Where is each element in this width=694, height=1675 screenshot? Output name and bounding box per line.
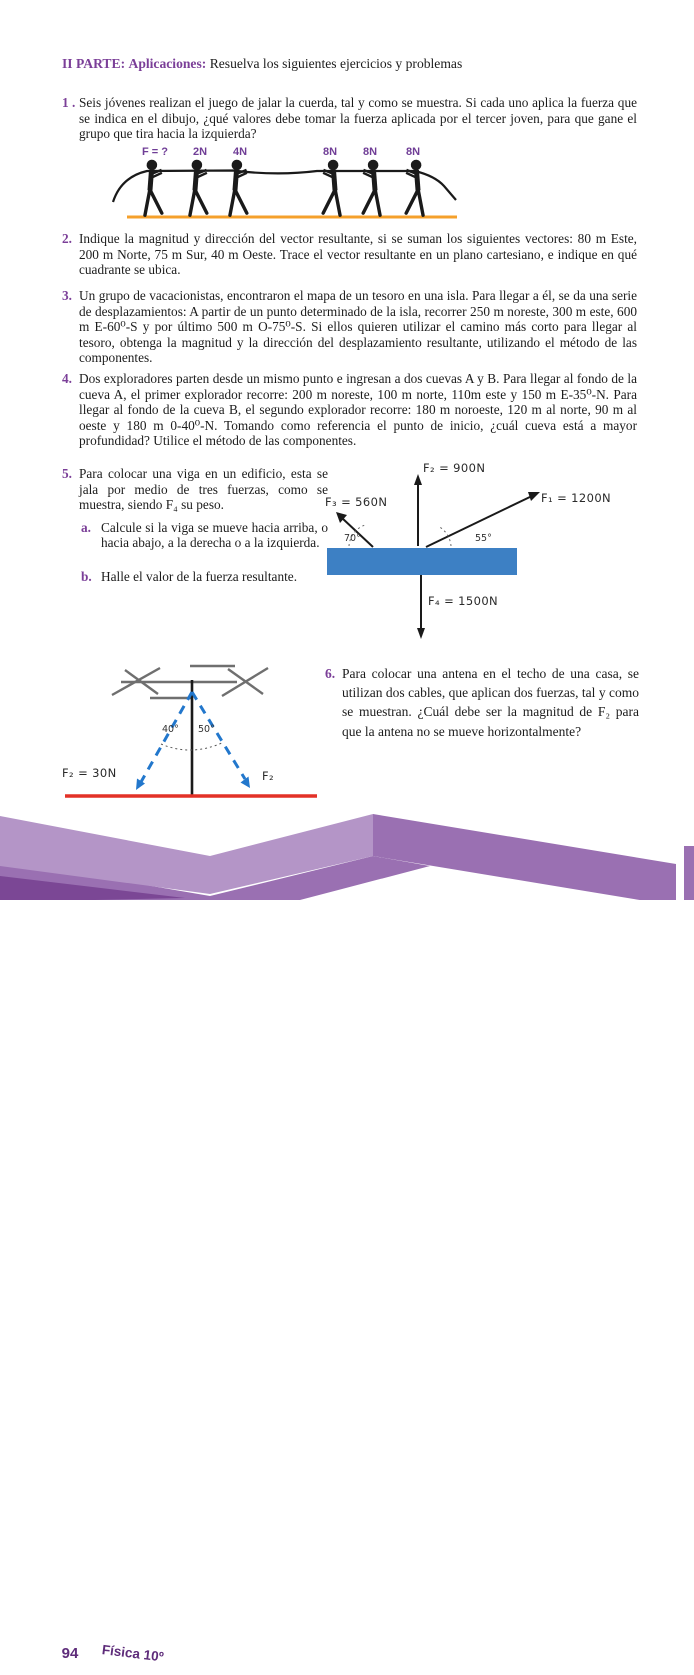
force-label-unknown: F = ? — [142, 146, 168, 158]
cable-right — [192, 692, 245, 779]
footer-wave — [0, 810, 694, 1665]
force-label-8n-1: 8N — [322, 146, 338, 158]
problem-4-number: 4. — [62, 371, 72, 386]
problem-4-text: Dos exploradores parten desde un mismo punto e ingresan a dos cuevas A y B. Para llegar al fondo de la cueva A, el primer explorador recorre: 200 m noreste, 100 m norte, 110m este y 150 m E-35⁰-N. Para llegar al fondo de la cueva B, el segundo explorador recorre: 180 m noroeste, 120 m al norte, 90 m al oeste y 180 m 0-40⁰-N. Tomando como referencia el punto de inicio, ¿cuál cueva está a mayor profundidad? Utilice el método de las componentes. — [79, 371, 637, 449]
problem-2 — [62, 231, 637, 278]
antenna-right-force-label: F₂ — [262, 769, 275, 783]
section-instructions: Resuelva los siguientes ejercicios y problemas — [209, 56, 463, 71]
angle-50-label: 50° — [198, 724, 215, 735]
section-header — [62, 56, 637, 72]
beam-rect — [327, 548, 517, 575]
stick-figure-5 — [358, 159, 386, 216]
angle-40-label: 40° — [162, 724, 179, 735]
problem-3 — [62, 288, 637, 366]
stick-figure-6 — [401, 159, 429, 216]
stick-figure-3 — [223, 159, 251, 216]
stick-figure-4 — [318, 159, 346, 216]
wave-right-bar — [684, 846, 694, 900]
force-label-8n-3: 8N — [405, 146, 421, 158]
problem-1-number: 1 . — [62, 95, 76, 110]
problem-2-text: Indique la magnitud y dirección del vector resultante, si se suman los siguientes vectores: 80 m Este, 200 m Norte, 75 m Sur, 40 m Oeste. Trace el vector resultante en un plano cartesiano, e indique en qué cuadrante se ubica. — [79, 231, 637, 278]
stick-figure-1 — [138, 159, 166, 216]
f1-label: F₁ = 1200N — [541, 491, 612, 505]
rope — [113, 171, 456, 203]
problem-6 — [325, 664, 639, 741]
footer-wave-drawing — [0, 810, 694, 900]
beam-force-diagram — [325, 458, 670, 650]
problem-1 — [62, 95, 637, 142]
section-label: Aplicaciones: — [128, 56, 207, 71]
problem-4 — [62, 371, 637, 449]
problem-6-number: 6. — [325, 666, 336, 681]
f3-label: F₃ = 560N — [325, 495, 388, 509]
page-number-badge — [48, 1631, 92, 1675]
angle-55-label: 55° — [475, 533, 492, 544]
antenna-drawing — [55, 650, 335, 808]
beam-diagram-drawing — [325, 458, 670, 650]
f1-arrowhead — [528, 492, 540, 501]
force-label-4n: 4N — [232, 146, 248, 158]
part-label: II PARTE: — [62, 56, 126, 71]
page-number: 94 — [61, 1644, 79, 1662]
problem-5-text: Para colocar una viga en un edificio, esta se jala por medio de tres fuerzas, como se muestra, siendo F₄ su peso. — [79, 466, 328, 513]
f2-arrowhead — [414, 474, 422, 485]
book-title: Física 10º — [101, 1642, 165, 1665]
f2-label: F₂ = 900N — [423, 461, 486, 475]
problem-5-number: 5. — [62, 466, 72, 481]
f4-label: F₄ = 1500N — [428, 594, 499, 608]
item-b-text: Halle el valor de la fuerza resultante. — [101, 568, 298, 584]
problem-5-item-b — [79, 569, 328, 585]
f4-arrowhead — [417, 628, 425, 639]
force-label-2n: 2N — [192, 146, 208, 158]
problem-1-text: Seis jóvenes realizan el juego de jalar la cuerda, tal y como se muestra. Si cada uno aplica la fuerza que se indica en el dibujo, ¿qué valores debe tomar la fuerza aplicada por el tercer joven, para que gane el grupo que tira hacia la izquierda? — [79, 95, 637, 142]
tug-of-war-figure — [65, 144, 475, 228]
problem-3-number: 3. — [62, 288, 72, 303]
item-a-text: Calcule si la viga se mueve hacia arriba, o hacia abajo, a la derecha o a la izquierda. — [101, 519, 328, 551]
force-label-8n-2: 8N — [362, 146, 378, 158]
problem-6-text: Para colocar una antena en el techo de una casa, se utilizan dos cables, que aplican dos fuerzas, tal y como se muestran. ¿Cuál debe ser la magnitud de F₂ para que la antena no se mueve horizontalmente? — [342, 666, 639, 739]
angle-70-label: 70° — [344, 533, 361, 544]
cable-left — [141, 692, 192, 782]
problem-5-item-a — [79, 520, 328, 551]
antenna-diagram — [55, 650, 335, 808]
problem-2-number: 2. — [62, 231, 72, 246]
problem-5 — [62, 466, 328, 585]
stick-figure-2 — [183, 159, 211, 216]
wave-mid-right — [373, 814, 676, 900]
antenna-left-force-label: F₂ = 30N — [62, 766, 117, 780]
problem-3-text: Un grupo de vacacionistas, encontraron el mapa de un tesoro en una isla. Para llegar a él, se da una serie de desplazamientos: A partir de un punto determinado de la isla, recorrer 250 m noreste, 300 m este, 600 m E-60⁰-S y por último 500 m O-75⁰-S. Si ellos quieren utilizar el camino más corto para llegar al tesoro, obtenga la magnitud y la dirección del desplazamiento resultante, utilizando el método de las componentes. — [79, 288, 637, 366]
item-b-label: b. — [81, 568, 92, 584]
item-a-label: a. — [81, 519, 91, 535]
